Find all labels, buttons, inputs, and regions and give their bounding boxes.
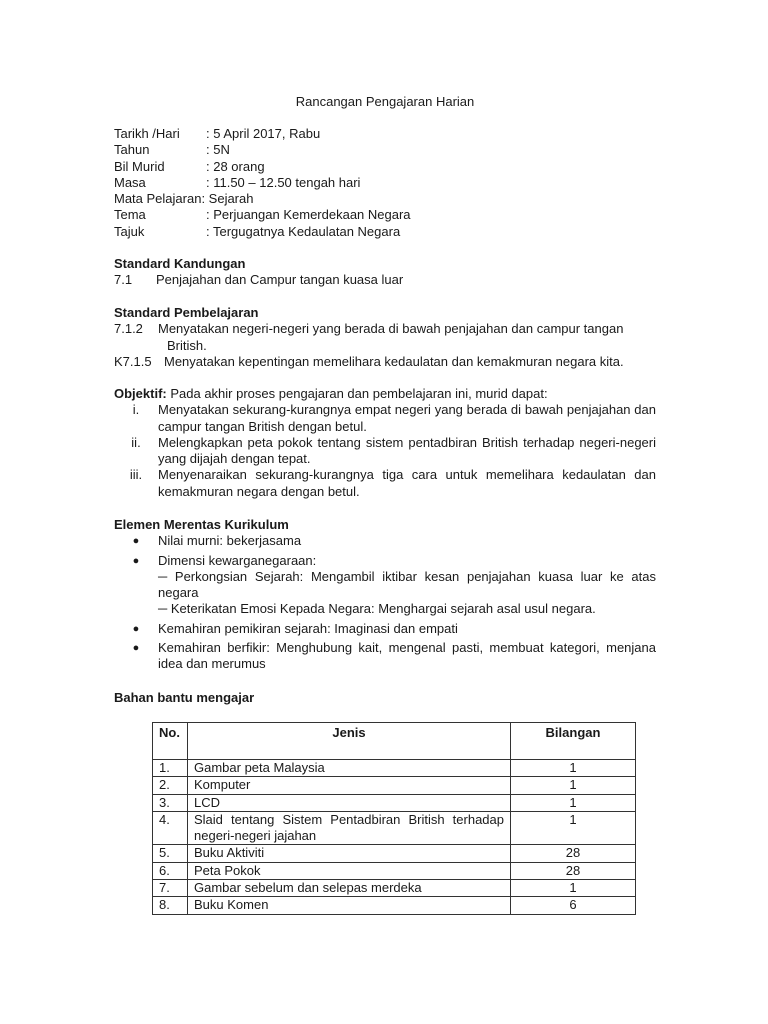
col-header-bilangan: Bilangan — [511, 723, 636, 760]
cell-no: 1. — [153, 760, 188, 777]
list-item: ● Nilai murni: bekerjasama — [114, 533, 656, 549]
objektif-item: iii. Menyenaraikan sekurang-kurangnya tiga cara untuk memelihara kedaulatan dan kemakmuran negara dengan betul. — [129, 467, 656, 499]
table-row — [153, 897, 636, 914]
bahan-section — [114, 690, 656, 706]
table-row — [153, 777, 636, 794]
standard-kandungan-item: 7.1 Penjajahan dan Campur tangan kuasa luar — [114, 272, 404, 288]
list-item: ● Dimensi kewarganegaraan: — [114, 553, 656, 569]
bullet-icon: ● — [132, 535, 140, 548]
list-item: ● Kemahiran berfikir: Menghubung kait, mengenal pasti, membuat kategori, menjana idea dan merumus — [114, 640, 656, 673]
cell-bilangan: 28 — [511, 862, 636, 879]
table-row — [153, 811, 636, 845]
cell-no: 5. — [153, 845, 188, 862]
col-header-no: No. — [153, 723, 188, 760]
cell-bilangan: 28 — [511, 845, 636, 862]
objektif-item: i. Menyatakan sekurang-kurangnya empat negeri yang berada di bawah penjajahan dan campur tangan British dengan betul. — [132, 402, 656, 434]
bahan-heading: Bahan bantu mengajar — [114, 690, 255, 705]
table-header-row — [153, 723, 636, 760]
table-row — [153, 760, 636, 777]
standard-pembelajaran-section — [114, 305, 656, 370]
table-row — [153, 880, 636, 897]
cell-jenis: Komputer — [188, 777, 511, 794]
cell-no: 3. — [153, 794, 188, 811]
sub-item: ─ Keterikatan Emosi Kepada Negara: Menghargai sejarah asal usul negara. — [158, 601, 596, 617]
objektif-item: ii. Melengkapkan peta pokok tentang sistem pentadbiran British terhadap negeri-negeri yang dijajah dengan tepat. — [131, 434, 656, 467]
cell-no: 4. — [153, 811, 188, 845]
table-row — [153, 862, 636, 879]
table-row — [153, 845, 636, 862]
cell-bilangan: 6 — [511, 897, 636, 914]
cell-jenis: Slaid tentang Sistem Pentadbiran British terhadap negeri-negeri jajahan — [188, 811, 511, 845]
bullet-icon: ● — [132, 554, 140, 567]
table-row — [153, 794, 636, 811]
objektif-section — [114, 386, 656, 500]
materials-table — [152, 722, 636, 915]
cell-bilangan: 1 — [511, 880, 636, 897]
col-header-jenis: Jenis — [188, 723, 511, 760]
standard-pembelajaran-item: 7.1.2 Menyatakan negeri-negeri yang berada di bawah penjajahan dan campur tangan — [114, 321, 624, 337]
standard-kandungan-heading: Standard Kandungan — [114, 256, 246, 271]
cell-jenis: Gambar peta Malaysia — [188, 760, 511, 777]
standard-pembelajaran-item: K7.1.5 Menyatakan kepentingan memelihara kedaulatan dan kemakmuran negara kita. — [114, 353, 624, 369]
cell-jenis: Buku Aktiviti — [188, 845, 511, 862]
cell-bilangan: 1 — [511, 811, 636, 845]
cell-bilangan: 1 — [511, 777, 636, 794]
standard-kandungan-section — [114, 256, 656, 289]
bullet-icon: ● — [132, 642, 140, 655]
list-item: ● Kemahiran pemikiran sejarah: Imaginasi dan empati — [114, 621, 656, 637]
cell-no: 2. — [153, 777, 188, 794]
cell-bilangan: 1 — [511, 760, 636, 777]
cell-jenis: Buku Komen — [188, 897, 511, 914]
cell-jenis: Gambar sebelum dan selepas merdeka — [188, 880, 511, 897]
objektif-intro: Objektif: Pada akhir proses pengajaran dan pembelajaran ini, murid dapat: — [114, 386, 548, 401]
standard-pembelajaran-item-cont: British. — [167, 337, 207, 353]
cell-bilangan: 1 — [511, 794, 636, 811]
sub-item: ─ Perkongsian Sejarah: Mengambil iktibar kesan penjajahan kuasa luar ke atas negara — [158, 568, 656, 601]
cell-no: 6. — [153, 862, 188, 879]
cell-jenis: Peta Pokok — [188, 862, 511, 879]
emk-heading: Elemen Merentas Kurikulum — [114, 517, 289, 532]
standard-pembelajaran-heading: Standard Pembelajaran — [114, 305, 259, 320]
cell-no: 7. — [153, 880, 188, 897]
cell-jenis: LCD — [188, 794, 511, 811]
emk-section — [114, 517, 656, 673]
bullet-icon: ● — [132, 622, 140, 635]
cell-no: 8. — [153, 897, 188, 914]
page-title: Rancangan Pengajaran Harian — [295, 94, 475, 109]
